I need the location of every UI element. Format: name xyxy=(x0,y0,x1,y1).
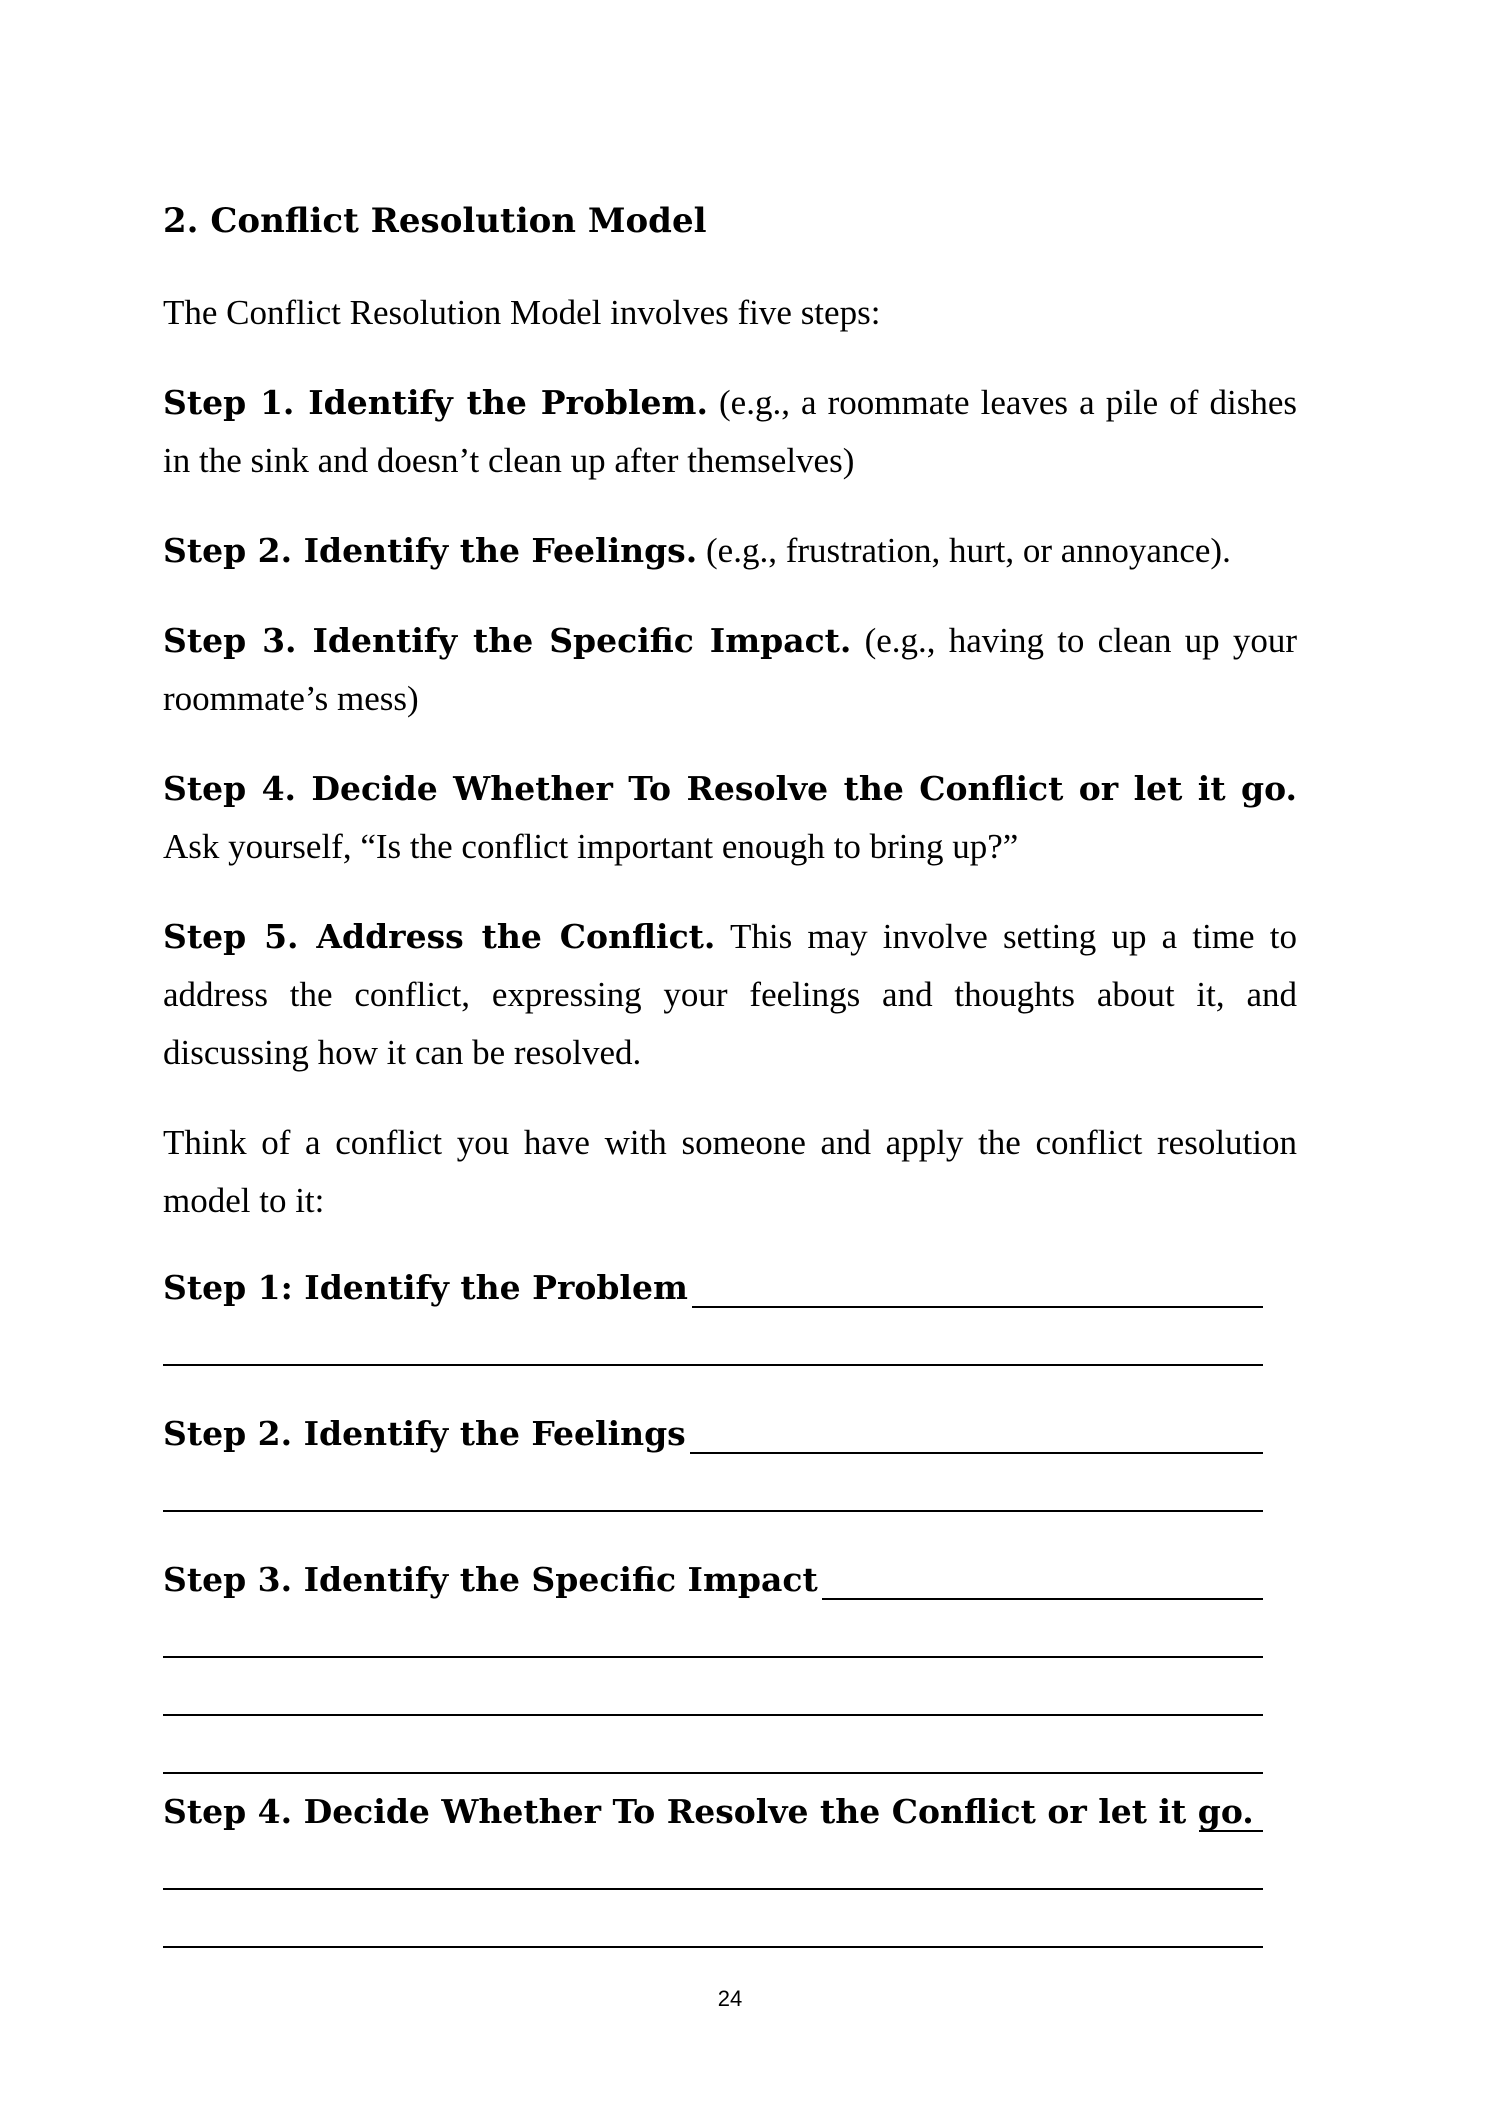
intro-paragraph: The Conflict Resolution Model involves five steps: xyxy=(163,293,881,332)
answer-line[interactable] xyxy=(163,1314,1263,1372)
step-5-text: This may involve setting up a time to address the conflict, expressing your feelings and thoughts about it, and discussing how it can be resolved. xyxy=(163,917,1297,1072)
answer-line[interactable] xyxy=(163,1460,1263,1518)
page-content xyxy=(163,196,1297,1954)
answer-line[interactable] xyxy=(163,1664,1263,1722)
step-4-title: Step 4. Decide Whether To Resolve the Conflict or let it go. xyxy=(163,769,1297,808)
answer-underline xyxy=(163,1364,1263,1366)
answer-line[interactable] xyxy=(163,1606,1263,1664)
page-number: 24 xyxy=(717,1986,743,2011)
answer-underline xyxy=(163,1656,1263,1658)
exercise-step-2-label: Step 2. Identify the Feelings xyxy=(163,1414,690,1454)
step-2-title: Step 2. Identify the Feelings. xyxy=(163,531,698,570)
exercise-step-4-label: Step 4. Decide Whether To Resolve the Conflict or let it go. xyxy=(163,1792,1258,1832)
answer-line[interactable] xyxy=(163,1722,1263,1780)
step-2-text: (e.g., frustration, hurt, or annoyance). xyxy=(697,531,1231,570)
exercise-step-3-line[interactable] xyxy=(163,1548,1263,1606)
step-1-title: Step 1. Identify the Problem. xyxy=(163,383,708,422)
step-2-paragraph xyxy=(163,522,1297,580)
step-3-title: Step 3. Identify the Specific Impact. xyxy=(163,621,852,660)
answer-underline xyxy=(163,1510,1263,1512)
answer-underline xyxy=(1199,1830,1263,1832)
exercise-step-1-line[interactable] xyxy=(163,1256,1263,1314)
step-5-paragraph xyxy=(163,908,1297,1082)
exercise-step-3-label: Step 3. Identify the Specific Impact xyxy=(163,1560,822,1600)
answer-line[interactable] xyxy=(163,1838,1263,1896)
step-4-paragraph xyxy=(163,760,1297,876)
answer-underline xyxy=(163,1772,1263,1774)
answer-line[interactable] xyxy=(163,1896,1263,1954)
answer-underline xyxy=(163,1888,1263,1890)
exercise-step-1-label: Step 1: Identify the Problem xyxy=(163,1268,692,1308)
exercise-instruction: Think of a conflict you have with someone and apply the conflict resolution model to it: xyxy=(163,1123,1297,1220)
step-5-title: Step 5. Address the Conflict. xyxy=(163,917,716,956)
step-3-paragraph xyxy=(163,612,1297,728)
step-1-paragraph xyxy=(163,374,1297,490)
exercise-step-2-line[interactable] xyxy=(163,1402,1263,1460)
exercise-step-4-line[interactable] xyxy=(163,1780,1263,1838)
section-heading: 2. Conflict Resolution Model xyxy=(163,201,707,241)
step-4-text: Ask yourself, “Is the conflict important enough to bring up?” xyxy=(163,827,1019,866)
step-1-text: (e.g., a roommate leaves a pile of dishes in the sink and doesn’t clean up after themselves) xyxy=(163,383,1297,480)
answer-underline xyxy=(163,1946,1263,1948)
answer-underline xyxy=(163,1714,1263,1716)
step-3-text: (e.g., having to clean up your roommate’s mess) xyxy=(163,621,1298,718)
